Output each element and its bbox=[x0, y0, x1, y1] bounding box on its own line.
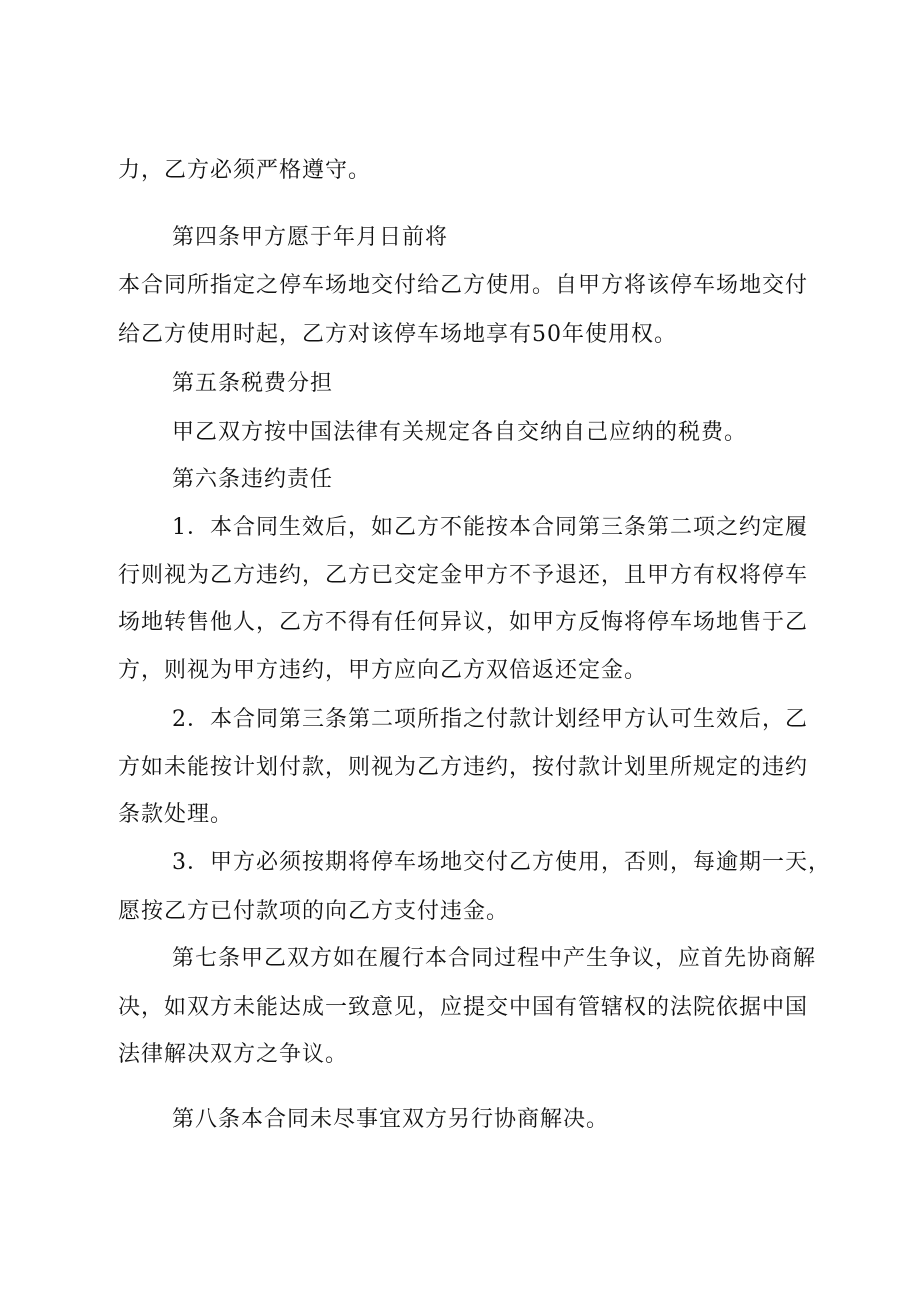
clause-item: 2．本合同第三条第二项所指之付款计划经甲方认可生效后，乙 bbox=[172, 707, 808, 732]
article-heading: 第七条甲乙双方如在履行本合同过程中产生争议，应首先协商解 bbox=[172, 946, 817, 971]
text-line: 方如未能按计划付款，则视为乙方违约，按付款计划里所规定的违约 bbox=[118, 755, 809, 780]
text-line: 法律解决双方之争议。 bbox=[118, 1042, 349, 1067]
text-line: 决，如双方未能达成一致意见，应提交中国有管辖权的法院依据中国 bbox=[118, 995, 809, 1020]
text-line: 行则视为乙方违约，乙方已交定金甲方不予退还，且甲方有权将停车 bbox=[118, 563, 809, 588]
article-heading: 第六条违约责任 bbox=[172, 467, 334, 492]
text-line: 方，则视为甲方违约，甲方应向乙方双倍返还定金。 bbox=[118, 658, 648, 683]
clause-item: 3．甲方必须按期将停车场地交付乙方使用，否则，每逾期一天， bbox=[172, 850, 831, 875]
text-line: 力，乙方必须严格遵守。 bbox=[118, 158, 372, 183]
article-heading: 第五条税费分担 bbox=[172, 371, 334, 396]
text-line: 本合同所指定之停车场地交付给乙方使用。自甲方将该停车场地交付 bbox=[118, 273, 809, 298]
text-line: 给乙方使用时起，乙方对该停车场地享有50年使用权。 bbox=[118, 322, 677, 347]
text-line: 场地转售他人，乙方不得有任何异议，如甲方反悔将停车场地售于乙 bbox=[118, 610, 809, 635]
article-heading: 第八条本合同未尽事宜双方另行协商解决。 bbox=[172, 1107, 610, 1132]
text-line: 甲乙双方按中国法律有关规定各自交纳自己应纳的税费。 bbox=[172, 420, 748, 445]
clause-item: 1．本合同生效后，如乙方不能按本合同第三条第二项之约定履 bbox=[172, 515, 808, 540]
text-line: 条款处理。 bbox=[118, 802, 234, 827]
article-heading: 第四条甲方愿于年月日前将 bbox=[172, 225, 449, 250]
text-line: 愿按乙方已付款项的向乙方支付违金。 bbox=[118, 899, 510, 924]
